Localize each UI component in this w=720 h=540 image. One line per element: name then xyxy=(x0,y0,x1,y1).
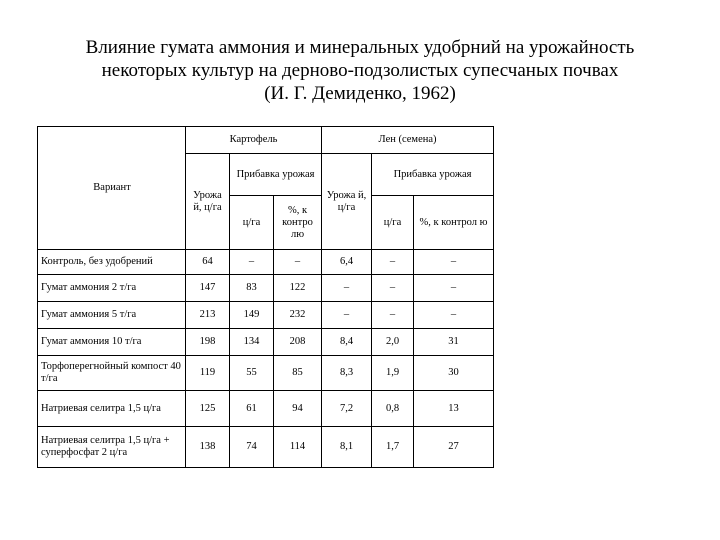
flax-increase-cha-header: ц/га xyxy=(372,196,414,250)
flax-yield-header: Урожа й, ц/га xyxy=(322,154,372,250)
table-cell: 125 xyxy=(186,391,230,427)
table-row xyxy=(38,275,494,302)
table-cell: 119 xyxy=(186,356,230,391)
table-cell: – xyxy=(414,275,494,302)
table-cell: 1,9 xyxy=(372,356,414,391)
table-cell: 6,4 xyxy=(322,250,372,275)
table-cell: – xyxy=(414,250,494,275)
potato-increase-header: Прибавка урожая xyxy=(230,154,322,196)
table-cell: – xyxy=(372,302,414,329)
variant-header: Вариант xyxy=(38,127,186,250)
table-cell: 85 xyxy=(274,356,322,391)
table-row xyxy=(38,302,494,329)
table-cell: 13 xyxy=(414,391,494,427)
table-cell: 1,7 xyxy=(372,427,414,468)
table-cell: 94 xyxy=(274,391,322,427)
table-cell: 31 xyxy=(414,329,494,356)
table-cell: 198 xyxy=(186,329,230,356)
row-label: Контроль, без удобрений xyxy=(38,250,186,275)
table-cell: – xyxy=(372,250,414,275)
table-cell: 149 xyxy=(230,302,274,329)
table-cell: 134 xyxy=(230,329,274,356)
table-cell: – xyxy=(322,302,372,329)
table-cell: 61 xyxy=(230,391,274,427)
flax-increase-pct-header: %, к контрол ю xyxy=(414,196,494,250)
row-label: Торфоперегнойный компост 40 т/га xyxy=(38,356,186,391)
yield-table xyxy=(37,126,494,468)
table-cell: 0,8 xyxy=(372,391,414,427)
title-line-1: Влияние гумата аммония и минеральных удобрний на урожайность xyxy=(85,37,635,58)
table-cell: 27 xyxy=(414,427,494,468)
table-cell: 213 xyxy=(186,302,230,329)
table-cell: 122 xyxy=(274,275,322,302)
row-label: Натриевая селитра 1,5 ц/га + суперфосфат 2 ц/га xyxy=(38,427,186,468)
potato-increase-pct-header: %, к контро лю xyxy=(274,196,322,250)
table-row xyxy=(38,329,494,356)
table-cell: 83 xyxy=(230,275,274,302)
table-cell: 8,1 xyxy=(322,427,372,468)
flax-increase-header: Прибавка урожая xyxy=(372,154,494,196)
title-line-2: некоторых культур на дерново-подзолистых супесчаных почвах xyxy=(101,60,619,81)
potato-header: Картофель xyxy=(186,127,322,154)
table-cell: 30 xyxy=(414,356,494,391)
potato-yield-header: Урожа й, ц/га xyxy=(186,154,230,250)
table-cell: – xyxy=(322,275,372,302)
table-cell: 208 xyxy=(274,329,322,356)
table-cell: – xyxy=(414,302,494,329)
table-row xyxy=(38,356,494,391)
table-row xyxy=(38,391,494,427)
potato-increase-cha-header: ц/га xyxy=(230,196,274,250)
row-label: Гумат аммония 2 т/га xyxy=(38,275,186,302)
table-cell: – xyxy=(230,250,274,275)
table-cell: 74 xyxy=(230,427,274,468)
table-cell: 114 xyxy=(274,427,322,468)
title-line-3: (И. Г. Демиденко, 1962) xyxy=(264,83,456,104)
table-cell: 64 xyxy=(186,250,230,275)
table-row xyxy=(38,427,494,468)
row-label: Гумат аммония 5 т/га xyxy=(38,302,186,329)
table-cell: 8,3 xyxy=(322,356,372,391)
table-cell: 147 xyxy=(186,275,230,302)
slide-title xyxy=(0,36,720,105)
table-cell: 8,4 xyxy=(322,329,372,356)
table-cell: 55 xyxy=(230,356,274,391)
table-cell: 138 xyxy=(186,427,230,468)
flax-header: Лен (семена) xyxy=(322,127,494,154)
table-cell: – xyxy=(372,275,414,302)
table-cell: 232 xyxy=(274,302,322,329)
table-cell: 2,0 xyxy=(372,329,414,356)
table-row xyxy=(38,250,494,275)
table-cell: – xyxy=(274,250,322,275)
row-label: Натриевая селитра 1,5 ц/га xyxy=(38,391,186,427)
table-cell: 7,2 xyxy=(322,391,372,427)
row-label: Гумат аммония 10 т/га xyxy=(38,329,186,356)
